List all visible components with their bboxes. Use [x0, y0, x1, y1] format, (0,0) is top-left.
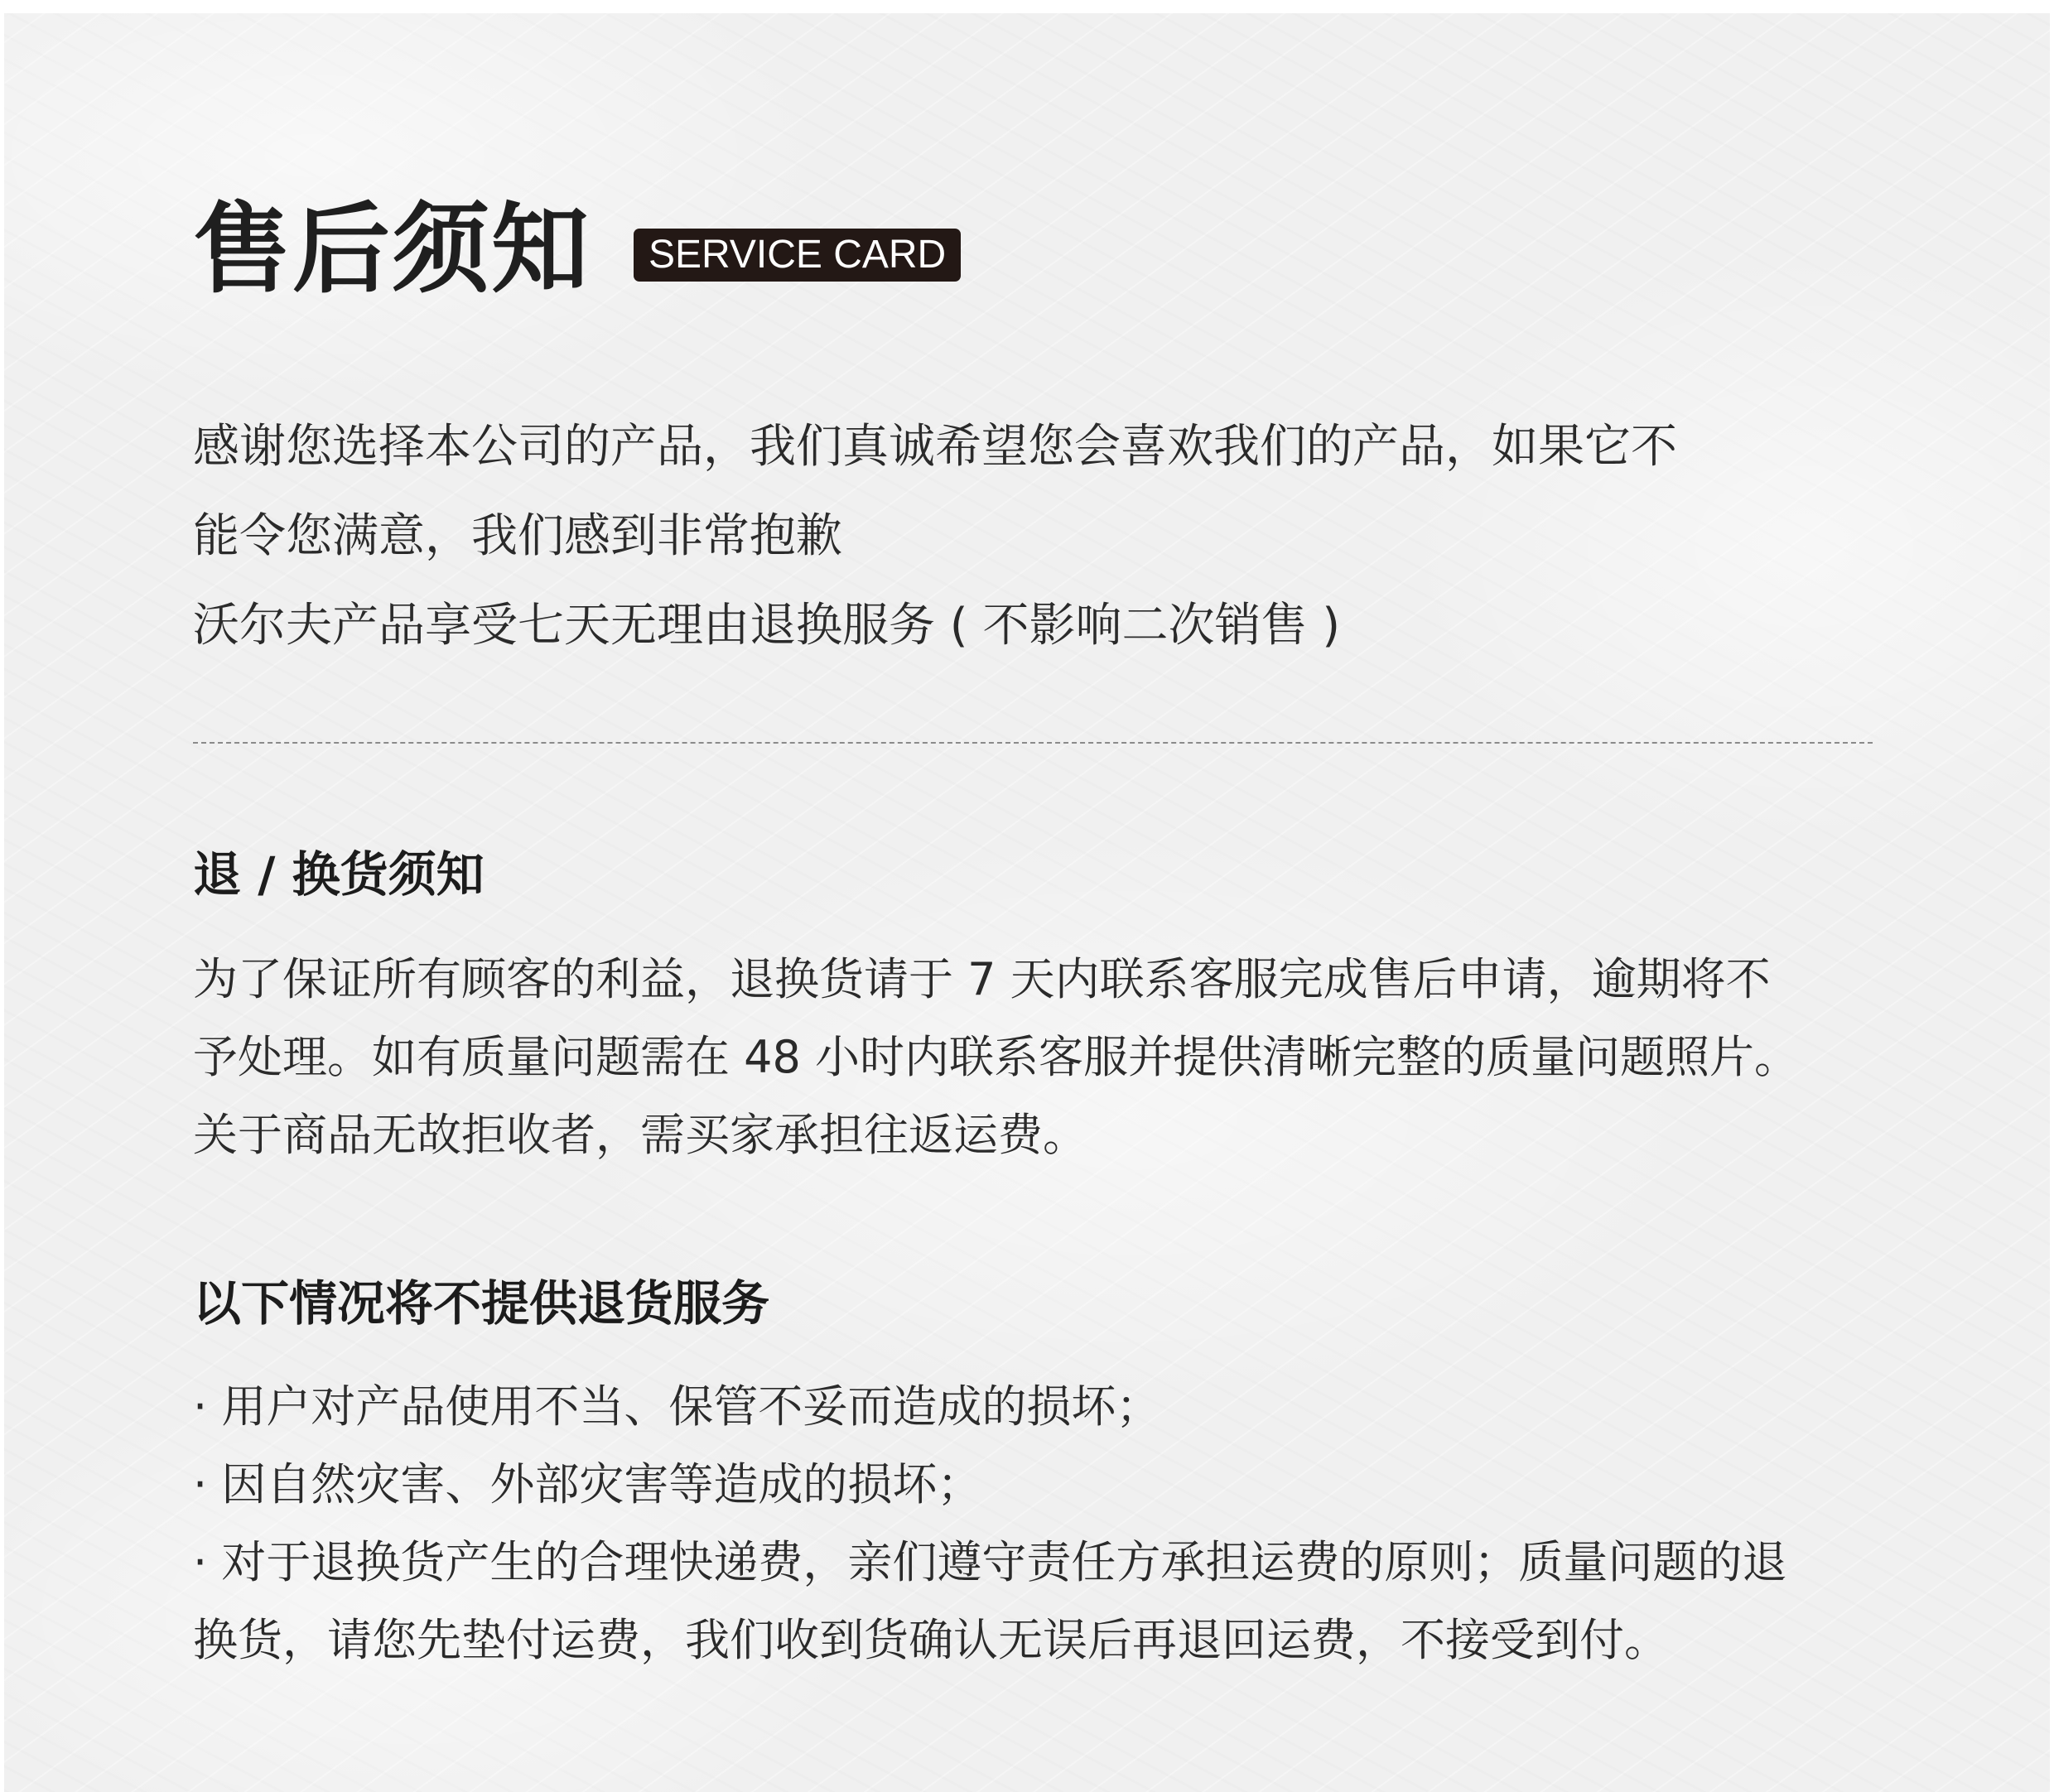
no-return-title: 以下情况将不提供退货服务	[193, 1275, 770, 1332]
no-return-item: · 用户对产品使用不当、保管不妥而造成的损坏；	[193, 1380, 1161, 1433]
no-return-item: · 因自然灾害、外部灾害等造成的损坏；	[193, 1458, 982, 1510]
service-card	[4, 13, 2050, 1792]
return-policy-text	[193, 941, 1883, 1174]
intro-line: 感谢您选择本公司的产品，我们真诚希望您会喜欢我们的产品，如果它不	[193, 420, 1677, 474]
return-policy-line: 予处理。如有质量问题需在 48 小时内联系客服并提供清晰完整的质量问题照片。	[193, 1031, 1800, 1083]
intro-line: 能令您满意，我们感到非常抱歉	[193, 509, 842, 563]
no-return-list	[193, 1368, 1883, 1679]
page-title: 售后须知	[193, 192, 591, 306]
return-policy-title: 退 / 换货须知	[193, 846, 485, 903]
service-card-badge: SERVICE CARD	[634, 229, 961, 282]
intro-line: 沃尔夫产品享受七天无理由退换服务 ( 不影响二次销售 )	[193, 599, 1341, 653]
intro-text	[193, 402, 1883, 671]
dashed-divider	[193, 742, 1873, 744]
return-policy-line: 关于商品无故拒收者，需买家承担往返运费。	[193, 1109, 1087, 1161]
no-return-item: · 对于退换货产生的合理快递费，亲们遵守责任方承担运费的原则；质量问题的退	[193, 1536, 1787, 1588]
header	[193, 192, 961, 306]
no-return-item: 换货，请您先垫付运费，我们收到货确认无误后再退回运费，不接受到付。	[193, 1614, 1669, 1666]
return-policy-line: 为了保证所有顾客的利益，退换货请于 7 天内联系客服完成售后申请，逾期将不	[193, 953, 1771, 1005]
